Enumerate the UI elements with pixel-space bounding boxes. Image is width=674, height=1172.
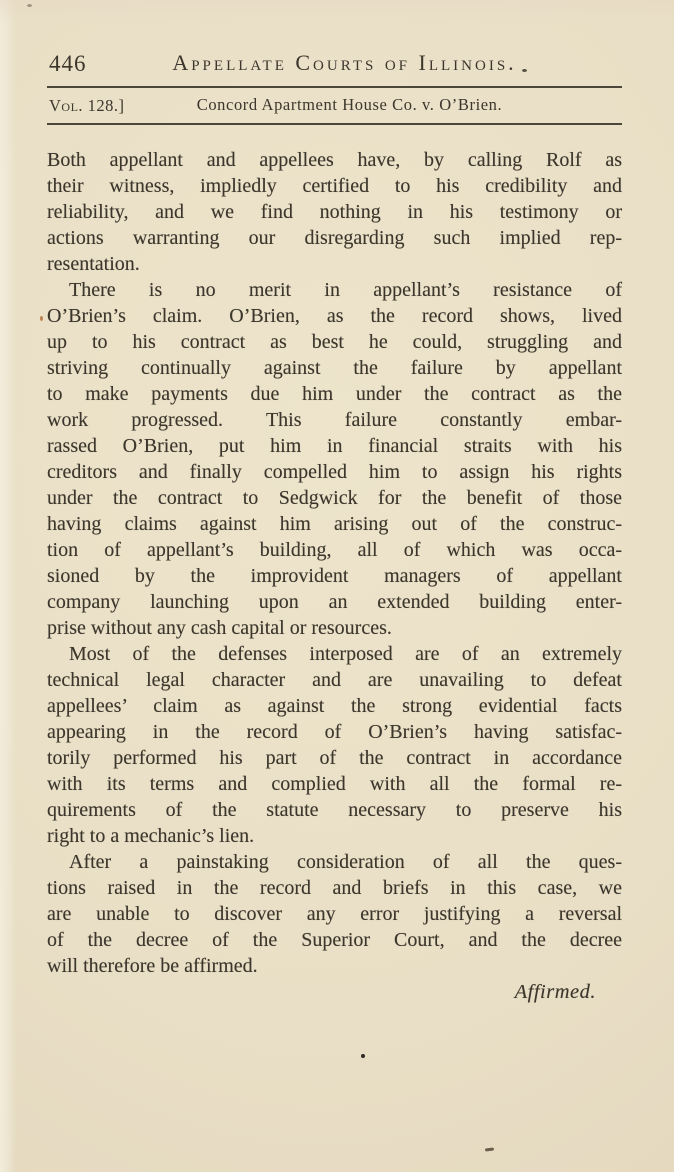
paragraph [47,641,622,849]
text-line: quirements of the statute necessary to preserve his [47,799,622,821]
text-line: having claims against him arising out of the construc- [47,513,622,535]
volume-label: Vol. 128.] [49,96,125,115]
text-line: creditors and finally compelled him to assign his rights [47,461,622,483]
text-line: technical legal character and are unavailing to defeat [47,669,622,691]
text-line: appellees’ claim as against the strong evidential facts [47,695,622,717]
scan-speck [485,1147,494,1151]
text-line: actions warranting our disregarding such implied rep- [47,227,622,249]
text-line: under the contract to Sedgwick for the benefit of those [47,487,622,509]
case-title: Concord Apartment House Co. v. O’Brien. [196,95,503,114]
text-line: prise without any cash capital or resources. [47,617,392,639]
paragraph [47,277,622,641]
page-number: 446 [49,51,87,76]
text-line: of the decree of the Superior Court, and the decree [47,929,622,951]
text-line: tion of appellant’s building, all of which was occa- [47,539,622,561]
page-content [47,50,622,1005]
text-line: O’Brien’s claim. O’Brien, as the record shows, lived [47,305,622,327]
header-rule-bottom [47,123,622,125]
text-line: sioned by the improvident managers of appellant [47,565,622,587]
paragraphs [47,147,622,979]
opinion-body [47,147,622,1005]
running-head: Appellate Courts of Illinois. [172,50,517,75]
scan-speck [27,4,32,7]
text-line: tions raised in the record and briefs in this case, we [47,877,622,899]
page-header [47,50,622,125]
text-line: up to his contract as best he could, struggling and [47,331,622,353]
text-line: Both appellant and appellees have, by calling Rolf as [47,149,622,171]
header-rule-top [47,86,622,88]
scan-speck [361,1054,365,1058]
text-line: resentation. [47,253,140,275]
text-line: There is no merit in appellant’s resistance of [69,279,622,301]
text-line: rassed O’Brien, put him in financial straits with his [47,435,622,457]
text-line: reliability, and we find nothing in his testimony or [47,201,622,223]
disposition-label: Affirmed. [514,981,596,1003]
paragraph [47,147,622,277]
scan-speck [40,316,43,321]
text-line: are unable to discover any error justifying a reversal [47,903,622,925]
text-line: to make payments due him under the contract as the [47,383,622,405]
text-line: After a painstaking consideration of all the ques- [69,851,622,873]
running-head-row [47,50,622,80]
text-line: with its terms and complied with all the formal re- [47,773,622,795]
text-line: striving continually against the failure by appellant [47,357,622,379]
text-line: company launching upon an extended building enter- [47,591,622,613]
paragraph [47,849,622,979]
text-line: will therefore be affirmed. [47,955,258,977]
text-line: Most of the defenses interposed are of an extremely [69,643,622,665]
volume-case-row [47,95,622,117]
text-line: work progressed. This failure constantly embar- [47,409,622,431]
text-line: appearing in the record of O’Brien’s having satisfac- [47,721,622,743]
text-line: right to a mechanic’s lien. [47,825,255,847]
text-line: their witness, impliedly certified to his credibility and [47,175,622,197]
text-line: torily performed his part of the contract in accordance [47,747,622,769]
